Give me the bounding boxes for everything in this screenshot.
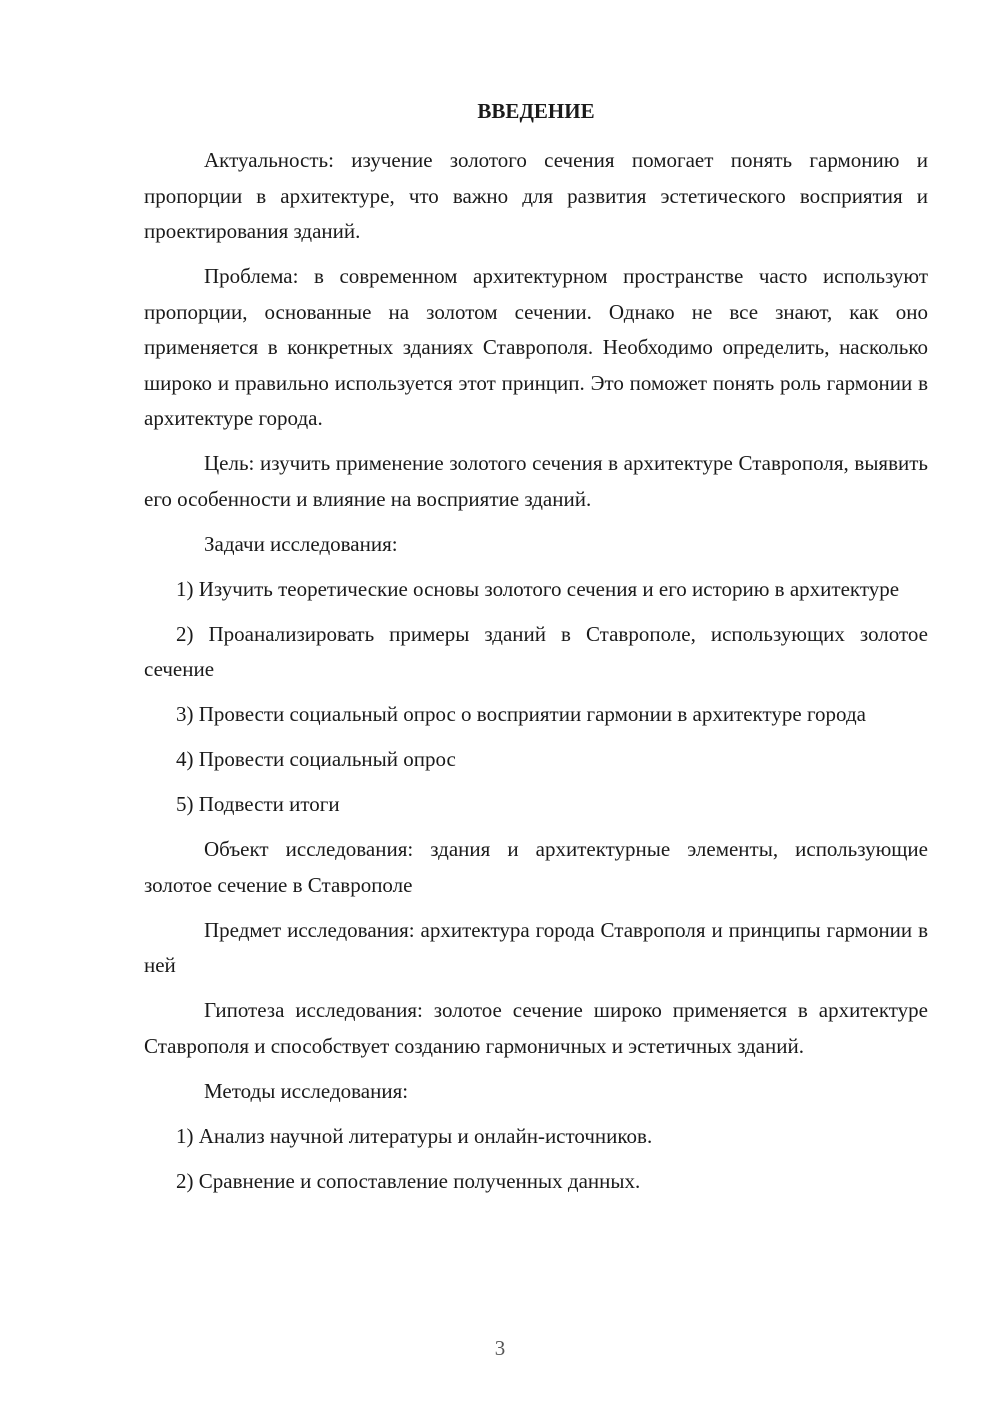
page-number: 3 (494, 1336, 506, 1360)
method-item: 2) Сравнение и сопоставление полученных данных. (176, 1168, 641, 1193)
task-item: 4) Провести социальный опрос (176, 747, 456, 771)
task-item: 3) Провести социальный опрос о восприятии гармонии в архитектуре города (176, 702, 866, 726)
hypothesis-paragraph: Гипотеза исследования: золотое сечение широко применяется в архитектуре Ставрополя и способствует созданию гармоничных и эстетичных зданий. (144, 998, 928, 1058)
document-body (144, 143, 928, 1199)
tasks-heading: Задачи исследования: (204, 531, 398, 556)
task-item: 5) Подвести итоги (176, 792, 340, 816)
task-item: 1) Изучить теоретические основы золотого сечения и его историю в архитектуре (176, 576, 900, 601)
method-item: 1) Анализ научной литературы и онлайн-источников. (176, 1123, 653, 1148)
methods-heading: Методы исследования: (204, 1078, 409, 1103)
subject-paragraph: Предмет исследования: архитектура города Ставрополя и принципы гармонии в ней (144, 917, 928, 977)
object-paragraph: Объект исследования: здания и архитектурные элементы, использующие золотое сечение в Ставрополе (144, 837, 928, 897)
task-item: 2) Проанализировать примеры зданий в Ставрополе, использующих золотое сечение (144, 621, 928, 681)
problem-paragraph: Проблема: в современном архитектурном пространстве часто используют пропорции, основанные на золотом сечении. Однако не все знают, как оно применяется в конкретных зданиях Ставрополя. Необходимо определить, насколько широко и правильно используется этот принцип. Это поможет понять роль гармонии в архитектуре города. (144, 264, 928, 430)
relevance-paragraph: Актуальность: изучение золотого сечения помогает понять гармонию и пропорции в архитектуре, что важно для развития эстетического восприятия и проектирования зданий. (144, 148, 928, 243)
goal-paragraph: Цель: изучить применение золотого сечения в архитектуре Ставрополя, выявить его особенности и влияние на восприятие зданий. (144, 451, 928, 511)
section-heading: ВВЕДЕНИЕ (477, 99, 595, 123)
